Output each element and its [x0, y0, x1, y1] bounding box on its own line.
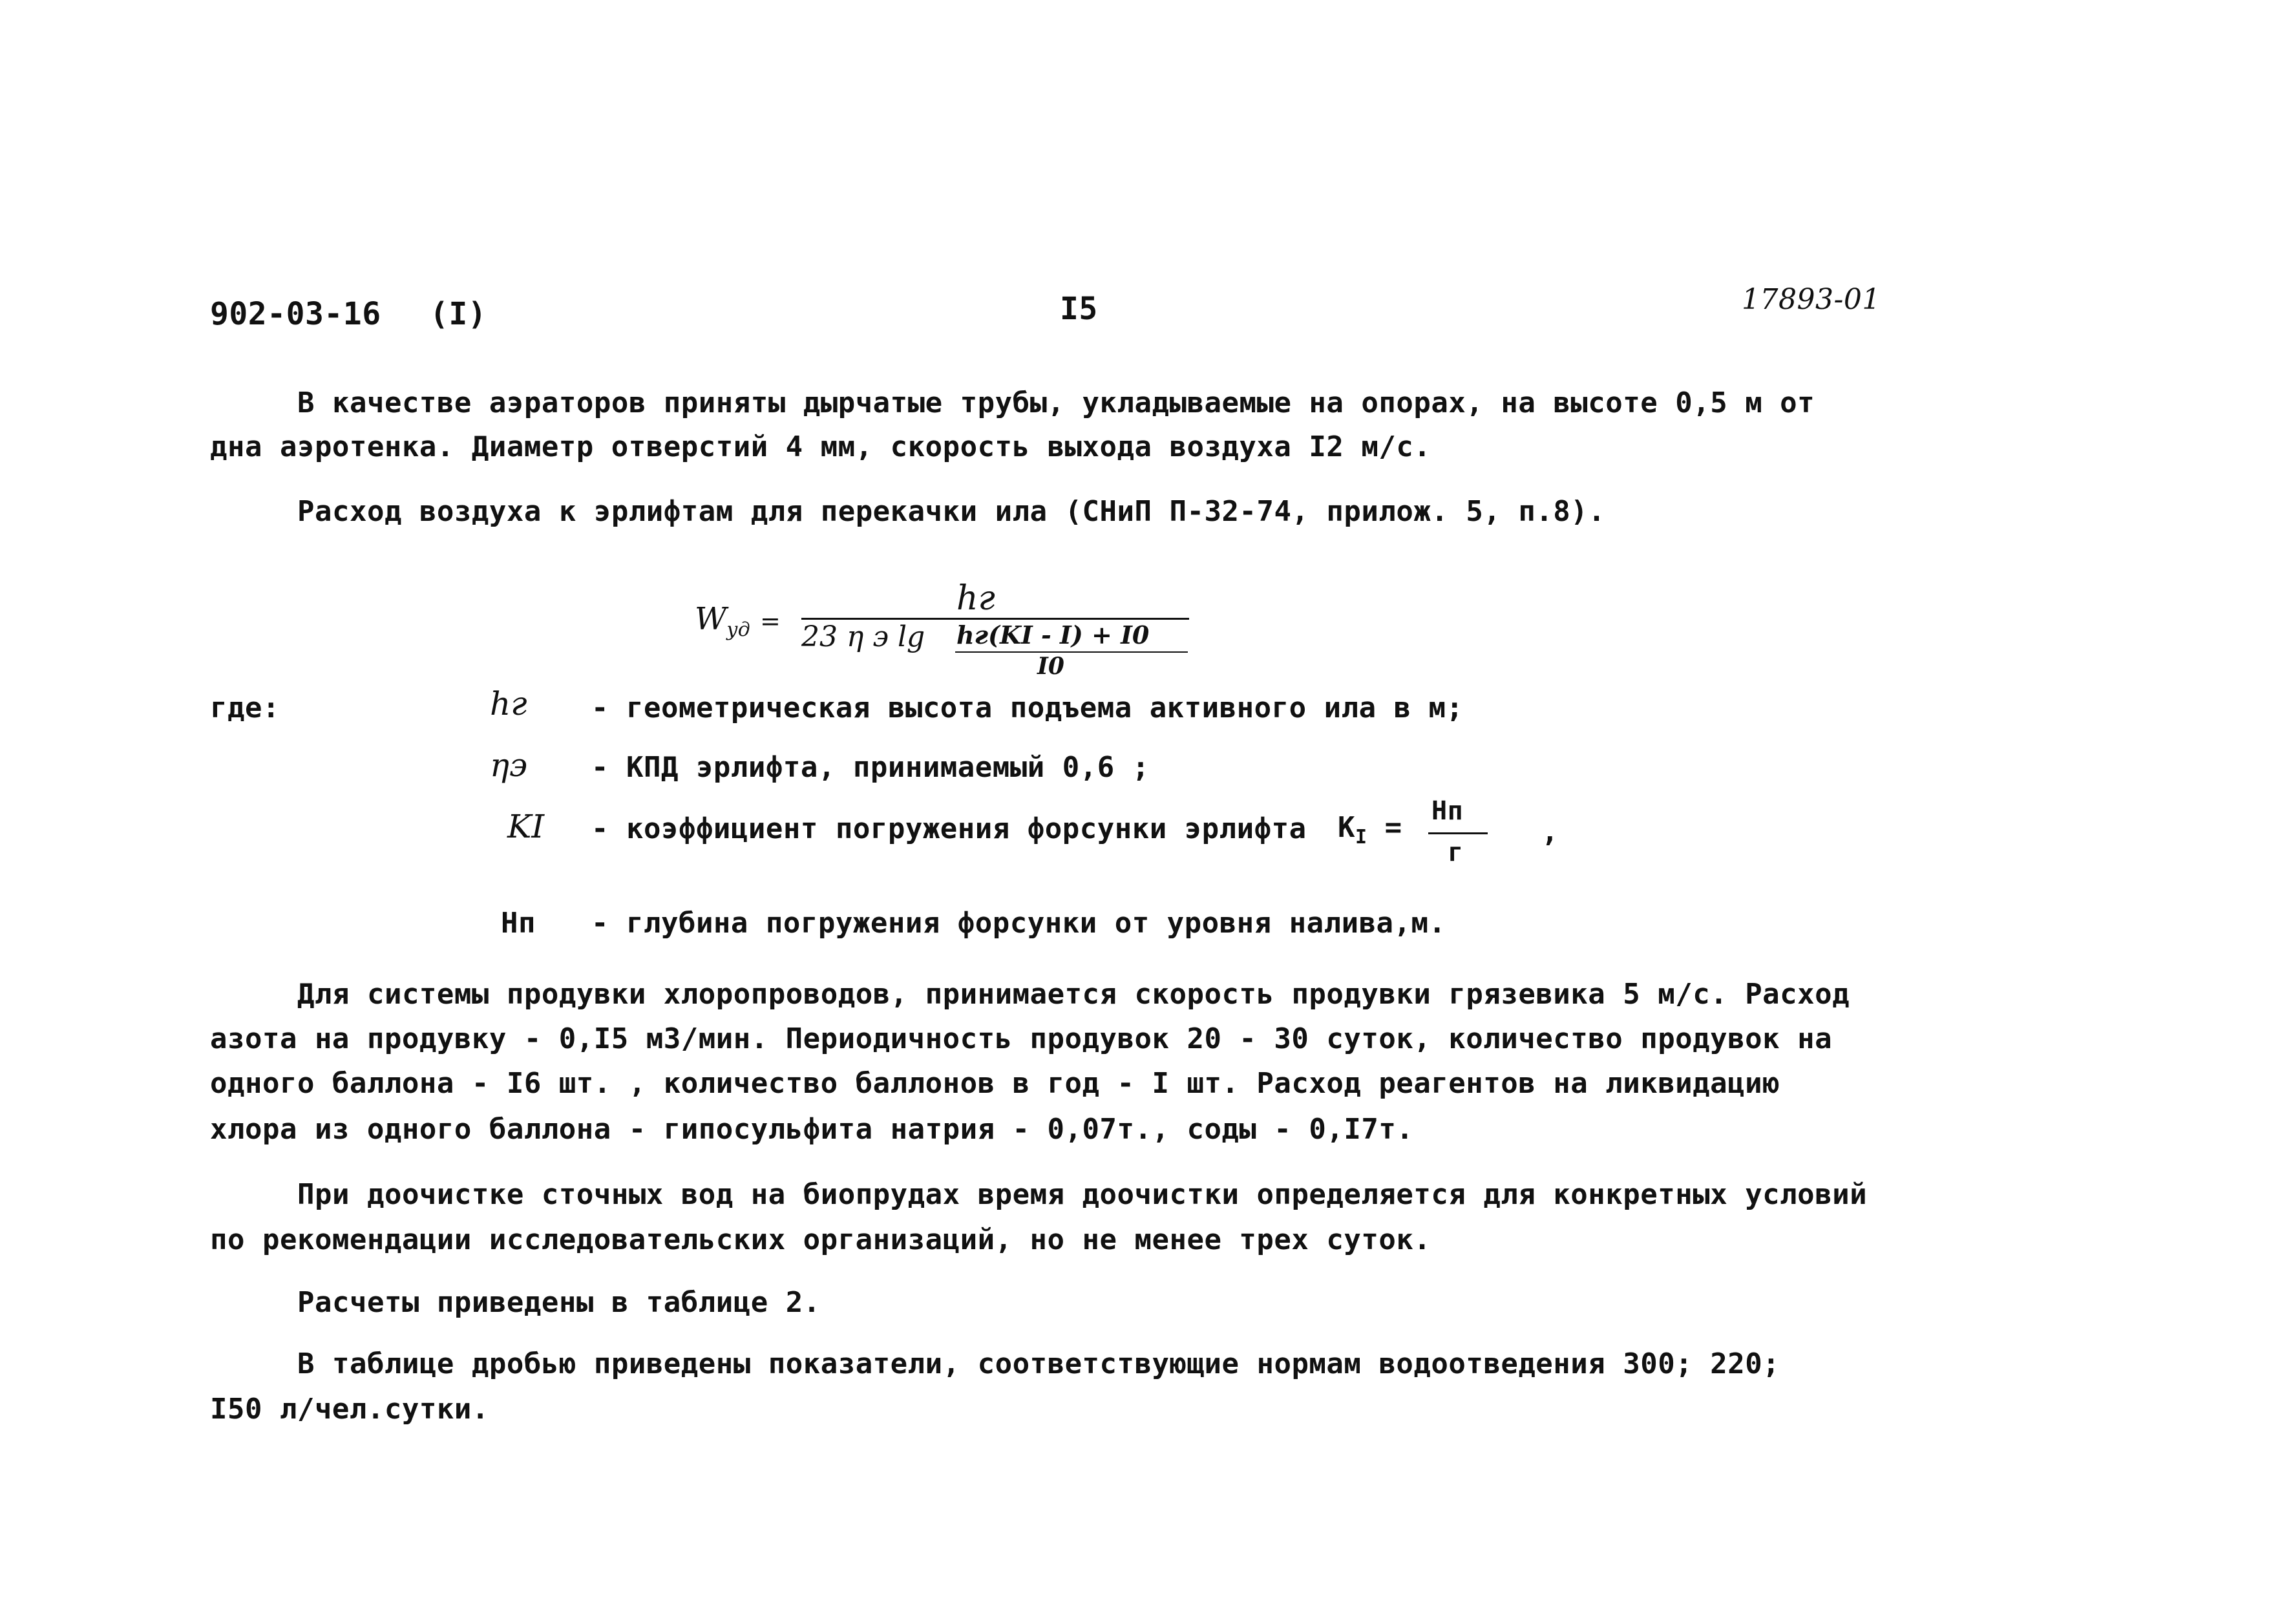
- doc-code: [210, 296, 381, 332]
- para5-line1: Расчеты приведены в таблице 2.: [297, 1286, 821, 1319]
- k-formula-denominator: г: [1448, 838, 1464, 867]
- doc-code-text: 902-03-16: [210, 296, 381, 332]
- legend-symbol-hn: Нп: [501, 907, 536, 940]
- legend-text-h: - геометрическая высота подъема активного ила в м;: [591, 691, 1464, 724]
- legend-text-k: - коэффициент погружения форсунки эрлифта: [591, 812, 1307, 845]
- legend-text-eta: - КПД эрлифта, принимаемый 0,6 ;: [591, 751, 1150, 784]
- k-formula-lhs-symbol: K: [1338, 811, 1355, 844]
- doc-part-text: (I): [430, 296, 487, 332]
- page-number-text: I5: [1060, 291, 1098, 327]
- para2-line1: Расход воздуха к эрлифтам для перекачки ила (СНиП П-32-74, прилож. 5, п.8).: [297, 495, 1606, 528]
- para6-line2: I50 л/чел.сутки.: [210, 1393, 489, 1426]
- para4-line2: по рекомендации исследовательских организаций, но не менее трех суток.: [210, 1223, 1431, 1256]
- formula-inner-fraction-bar: [955, 651, 1188, 653]
- inventory-number: [1742, 283, 1881, 316]
- formula-inner-numerator: hг(KI - I) + I0: [956, 620, 1150, 649]
- k-formula-trailing-comma: ,: [1541, 816, 1559, 849]
- k-formula-equals: =: [1384, 811, 1402, 844]
- para1-line1: В качестве аэраторов приняты дырчатые трубы, укладываемые на опорах, на высоте 0,5 м от: [297, 386, 1815, 419]
- para3-line3: одного баллона - I6 шт. , количество баллонов в год - I шт. Расход реагентов на ликвидацию: [210, 1067, 1780, 1100]
- para1-line2: дна аэротенка. Диаметр отверстий 4 мм, скорость выхода воздуха I2 м/с.: [210, 430, 1431, 463]
- page-number: [1060, 291, 1098, 327]
- inventory-number-text: 17893-01: [1742, 283, 1881, 316]
- legend-symbol-h: hг: [490, 685, 527, 722]
- formula-lhs-symbol: W: [695, 601, 727, 637]
- k-formula-lhs-subscript: I: [1355, 826, 1367, 849]
- formula-lhs-subscript: уд: [726, 618, 750, 641]
- k-formula-lhs: [1338, 811, 1402, 849]
- formula-inner-denominator: I0: [1037, 653, 1064, 680]
- doc-part: [430, 296, 487, 332]
- para4-line1: При доочистке сточных вод на биопрудах время доочистки определяется для конкретных условий: [297, 1178, 1868, 1211]
- para3-line2: азота на продувку - 0,I5 м3/мин. Периодичность продувок 20 - 30 суток, количество продувок на: [210, 1022, 1833, 1055]
- para3-line4: хлора из одного баллона - гипосульфита натрия - 0,07т., соды - 0,I7т.: [210, 1113, 1414, 1146]
- para3-line1: Для системы продувки хлоропроводов, принимается скорость продувки грязевика 5 м/с. Расход: [297, 978, 1850, 1011]
- k-formula-fraction-bar: [1428, 832, 1488, 834]
- legend-text-hn: - глубина погружения форсунки от уровня налива,м.: [591, 907, 1446, 940]
- formula-lhs: [695, 601, 781, 641]
- legend-symbol-eta: ηэ: [490, 746, 527, 784]
- legend-symbol-k: KI: [507, 808, 545, 845]
- para6-line1: В таблице дробью приведены показатели, соответствующие нормам водоотведения 300; 220;: [297, 1347, 1780, 1380]
- formula-denominator-prefix: 23 η э lg: [801, 620, 925, 653]
- where-label: где:: [210, 691, 280, 724]
- formula-numerator: hг: [956, 579, 995, 618]
- formula-main-fraction-bar: [801, 618, 1189, 620]
- k-formula-numerator: Нп: [1431, 796, 1464, 826]
- formula-equals: =: [760, 607, 781, 635]
